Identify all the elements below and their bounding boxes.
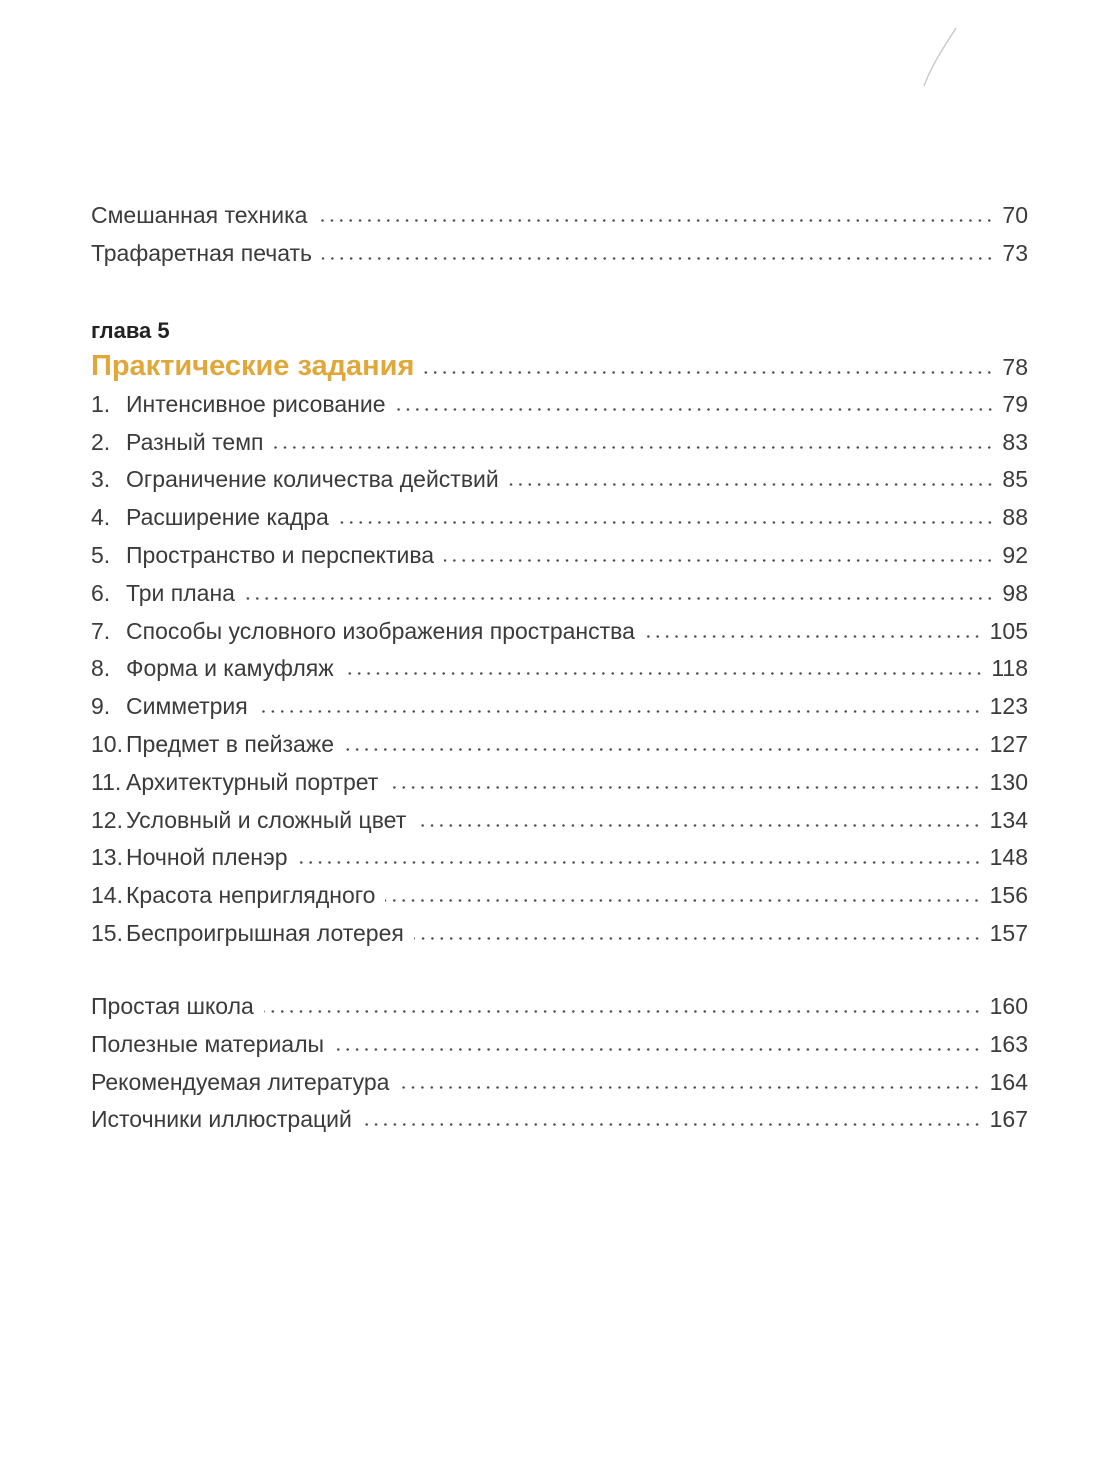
toc-entry-text: Форма и камуфляж <box>126 655 334 682</box>
toc-entry-title <box>91 688 248 726</box>
toc-section-chapter <box>91 314 1028 953</box>
toc-entry[interactable] <box>91 537 1028 575</box>
dot-leader <box>258 710 982 713</box>
toc-entry-number: 8. <box>91 655 111 682</box>
toc-entry-page: 83 <box>1002 428 1028 455</box>
toc-entry-text: Пространство и перспектива <box>126 541 435 568</box>
toc-entry-title <box>91 650 334 688</box>
toc-entry-page: 163 <box>989 1030 1028 1057</box>
toc-entry-page: 156 <box>989 882 1028 909</box>
toc-entry[interactable] <box>91 988 1028 1026</box>
toc-entry-title <box>91 839 288 877</box>
toc-entry-page: 134 <box>989 806 1028 833</box>
toc-entry-text: Красота неприглядного <box>126 882 376 909</box>
toc-entry-text: Интенсивное рисование <box>126 390 386 417</box>
toc-entry-text: Ограничение количества действий <box>126 466 499 493</box>
toc-entry-title <box>91 764 378 802</box>
toc-entry-page: 167 <box>989 1106 1028 1133</box>
toc-entry-page: 157 <box>989 919 1028 946</box>
toc-entry-page: 73 <box>1002 239 1028 266</box>
toc-entry-title: Смешанная техника <box>91 202 308 228</box>
toc-entry-number: 1. <box>91 390 111 417</box>
toc-entry[interactable] <box>91 839 1028 877</box>
toc-entry-title <box>91 575 235 613</box>
dot-leader <box>273 446 994 449</box>
toc-entry[interactable] <box>91 1101 1028 1139</box>
toc-entry[interactable] <box>91 235 1028 273</box>
toc-entry[interactable] <box>91 386 1028 424</box>
toc-entry-number: 10. <box>91 730 123 757</box>
dot-leader <box>416 824 981 827</box>
toc-entry-number: 3. <box>91 466 111 493</box>
toc-entry-number: 2. <box>91 428 111 455</box>
chapter-title: Практические задания <box>91 350 415 382</box>
toc-entry-title <box>91 726 334 764</box>
toc-entry-page: 130 <box>989 768 1028 795</box>
toc-entry-title <box>91 386 386 424</box>
toc-entry-text: Расширение кадра <box>126 504 329 531</box>
toc-entry[interactable] <box>91 613 1028 651</box>
toc-entry-text: Условный и сложный цвет <box>126 806 407 833</box>
dot-leader <box>344 672 984 675</box>
toc-entry-text: Способы условного изображения пространства <box>126 617 635 644</box>
toc-entry-title: Рекомендуемая литература <box>91 1068 390 1095</box>
chapter-label: глава 5 <box>91 318 170 343</box>
toc-entry[interactable] <box>91 802 1028 840</box>
dot-leader <box>317 219 994 222</box>
dot-leader <box>444 559 994 562</box>
toc-entry-page: 164 <box>989 1068 1028 1095</box>
dot-leader <box>339 521 995 524</box>
toc-entry-text: Архитектурный портрет <box>126 768 379 795</box>
dot-leader <box>509 483 995 486</box>
toc-entry-title <box>91 499 329 537</box>
toc-entry-title: Простая школа <box>91 993 254 1019</box>
toc-entry-number: 13. <box>91 844 123 871</box>
toc-entry[interactable] <box>91 1064 1028 1102</box>
toc-entry-title <box>91 802 406 840</box>
toc-entry[interactable] <box>91 499 1028 537</box>
toc-entry-title: Полезные материалы <box>91 1030 325 1057</box>
toc-entry-text: Предмет в пейзаже <box>126 730 335 757</box>
toc-entry-title: Источники иллюстраций <box>91 1106 352 1133</box>
toc-entry-title <box>91 537 434 575</box>
toc-entry-text: Ночной пленэр <box>126 844 288 871</box>
toc-entry-text: Три плана <box>126 579 235 606</box>
toc-entry-number: 7. <box>91 617 111 644</box>
toc-entry[interactable] <box>91 461 1028 499</box>
toc-section-bottom <box>91 988 1028 1139</box>
toc-section-top <box>91 197 1028 273</box>
chapter-title-entry[interactable] <box>91 348 1028 386</box>
toc-entry-number: 12. <box>91 806 123 833</box>
toc-entry[interactable] <box>91 197 1028 235</box>
toc-entry-text: Симметрия <box>126 693 248 720</box>
toc-entry-number: 11. <box>91 768 122 795</box>
chapter-page: 78 <box>1002 354 1028 380</box>
toc-entry-number: 15. <box>91 919 123 946</box>
dot-leader <box>645 635 982 638</box>
toc-entry[interactable] <box>91 877 1028 915</box>
dot-leader <box>264 1010 982 1013</box>
toc-entry[interactable] <box>91 915 1028 953</box>
toc-entry-title <box>91 424 263 462</box>
dot-leader <box>414 937 982 940</box>
toc-entry-title <box>91 461 499 499</box>
dot-leader <box>396 408 995 411</box>
dot-leader <box>362 1123 982 1126</box>
toc-entry-page: 70 <box>1002 202 1028 228</box>
dot-leader <box>334 1048 982 1051</box>
dot-leader <box>322 257 994 260</box>
toc-entry-page: 148 <box>989 844 1028 871</box>
toc-entry-page: 160 <box>989 993 1028 1019</box>
dot-leader <box>245 597 994 600</box>
toc-entry-page: 105 <box>989 617 1028 644</box>
toc-entry[interactable] <box>91 650 1028 688</box>
toc-entry[interactable] <box>91 726 1028 764</box>
toc-entry-page: 79 <box>1002 390 1028 417</box>
dot-leader <box>385 899 981 902</box>
dot-leader <box>388 786 981 789</box>
toc-entry-page: 88 <box>1002 504 1028 531</box>
pen-stroke-mark <box>918 24 968 94</box>
toc-entry-title <box>91 915 404 953</box>
toc-entry-number: 5. <box>91 541 111 568</box>
toc-entry-page: 92 <box>1002 541 1028 568</box>
toc-entry-text: Беспроигрышная лотерея <box>126 919 404 946</box>
dot-leader <box>399 1086 981 1089</box>
dot-leader <box>424 371 994 374</box>
toc-entry-text: Разный темп <box>126 428 264 455</box>
toc-entry-number: 14. <box>91 882 123 909</box>
toc-entry-number: 9. <box>91 693 111 720</box>
toc-entry[interactable] <box>91 424 1028 462</box>
toc-entry[interactable] <box>91 1026 1028 1064</box>
toc-entry-number: 4. <box>91 504 111 531</box>
toc-entry-title <box>91 613 635 651</box>
toc-entry-page: 123 <box>989 693 1028 720</box>
toc-entry-page: 118 <box>991 655 1028 682</box>
toc-entry[interactable] <box>91 764 1028 802</box>
toc-entry-page: 85 <box>1002 466 1028 493</box>
toc-entry-page: 127 <box>989 730 1028 757</box>
toc-entry[interactable] <box>91 575 1028 613</box>
toc-entry-title <box>91 877 375 915</box>
dot-leader <box>298 861 982 864</box>
toc-entry-page: 98 <box>1002 579 1028 606</box>
toc-entry[interactable] <box>91 688 1028 726</box>
dot-leader <box>344 748 982 751</box>
toc-entry-number: 6. <box>91 579 111 606</box>
toc-entry-title: Трафаретная печать <box>91 239 313 266</box>
